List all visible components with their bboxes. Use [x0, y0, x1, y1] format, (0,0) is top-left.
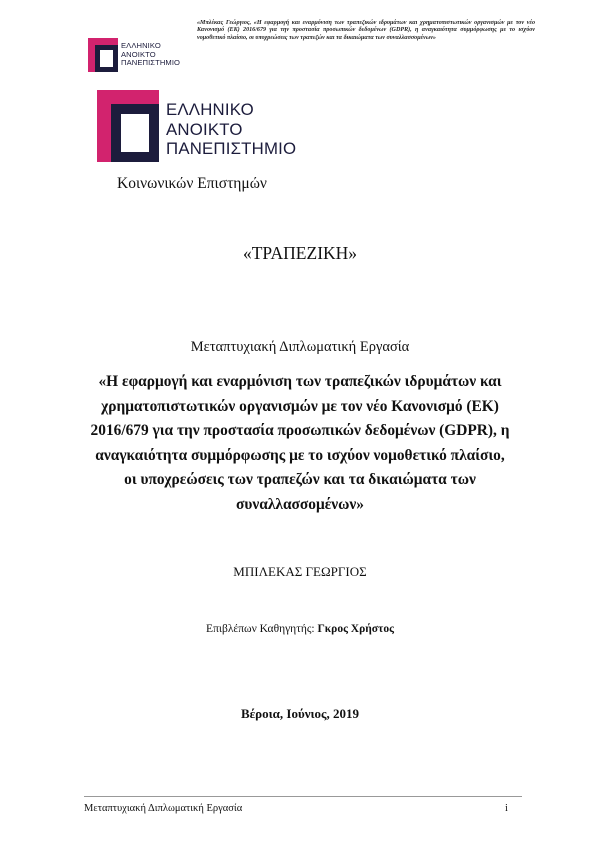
thesis-title-line: χρηματοπιστωτικών οργανισμών με τον νέο Κανονισμό (ΕΚ) — [101, 397, 499, 415]
program-title: «ΤΡΑΠΕΖΙΚΗ» — [242, 243, 358, 263]
thesis-title-line: αναγκαιότητα συμμόρφωσης με το ισχύον νομοθετικό πλαίσιο, — [95, 446, 505, 464]
page-number: i — [505, 803, 508, 814]
thesis-title — [80, 370, 520, 518]
school-name: Κοινωνικών Επιστημών — [117, 175, 267, 192]
footer-label: Μεταπτυχιακή Διπλωματική Εργασία — [84, 803, 243, 814]
university-logo-icon — [88, 38, 118, 72]
supervisor-name: Γκρος Χρήστος — [317, 623, 394, 635]
thesis-type-label: Μεταπτυχιακή Διπλωματική Εργασία — [190, 339, 410, 355]
supervisor-label: Επιβλέπων Καθηγητής: — [206, 623, 315, 635]
footer-divider — [84, 796, 522, 797]
place-date: Βέροια, Ιούνιος, 2019 — [240, 706, 360, 721]
header-logo — [88, 38, 188, 74]
header-logo-text: ΕΛΛΗΝΙΚΟ ΑΝΟΙΚΤΟ ΠΑΝΕΠΙΣΤΗΜΙΟ — [121, 41, 181, 68]
main-logo — [97, 90, 297, 166]
thesis-title-line: οι υποχρεώσεις των τραπεζών και τα δικαιώματα των — [124, 471, 476, 489]
author-name: ΜΠΙΛΕΚΑΣ ΓΕΩΡΓΙΟΣ — [233, 564, 367, 579]
main-logo-text: ΕΛΛΗΝΙΚΟ ΑΝΟΙΚΤΟ ΠΑΝΕΠΙΣΤΗΜΙΟ — [166, 100, 297, 159]
university-logo-large-icon — [97, 90, 159, 162]
header-citation: «Μπλέκας Γεώργιος, «Η εφαρμογή και εναρμόνιση των τραπεζικών ιδρυμάτων και χρηματοπιστωτικών οργανισμών με τον νέο Κανονισμό (ΕΚ) 2016/679 για την προστασία προσωπικών δεδομένων (GDPR), η αναγκαιότητα συμμόρφωσης με το ισχύον νομοθετικό πλαίσιο, οι υποχρεώσεις των τραπεζών και τα δικαιώματα των συναλλασσομένων» — [197, 20, 535, 41]
thesis-title-line: συναλλασσομένων» — [236, 495, 364, 513]
supervisor — [0, 623, 600, 635]
thesis-title-line: 2016/679 για την προστασία προσωπικών δεδομένων (GDPR), η — [90, 422, 510, 440]
thesis-title-line: «Η εφαρμογή και εναρμόνιση των τραπεζικών ιδρυμάτων και — [98, 373, 502, 390]
